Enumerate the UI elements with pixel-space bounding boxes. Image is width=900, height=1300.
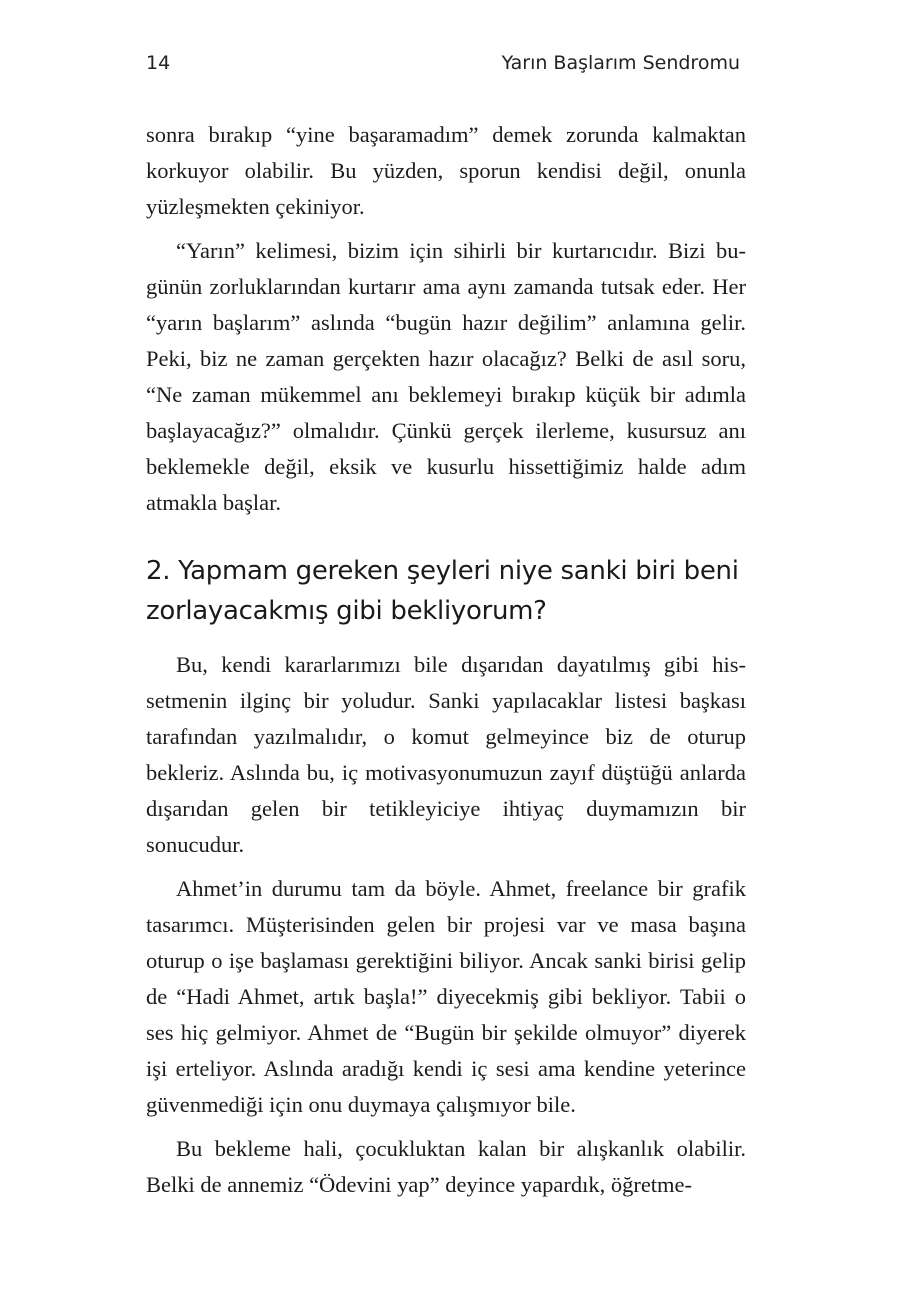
paragraph-bekleme-hali: Bu bekleme hali, çocukluktan kalan bir alışkanlık olabilir. Belki de annemiz “Ödevini yap” deyince yapardık, öğretme-: [146, 1136, 746, 1197]
page-number: 14: [146, 52, 171, 74]
paragraph-ahmet: Ahmet’in durumu tam da böyle. Ahmet, freelance bir grafik tasarımcı. Müşterisinden gelen bir projesi var ve masa başına oturup o işe başlaması gerektiğini biliyor. Ancak sanki birisi gelip de “Hadi Ahmet, artık başla!” diyecekmiş gibi bekliyor. Tabii o ses hiç gelmiyor. Ahmet de “Bugün bir şekilde olmuyor” diyerek işi erteliyor. Aslında aradığı kendi iç sesi ama kendine yeterince güvenmediği için onu duymaya çalışmıyor bile.: [146, 876, 746, 1117]
paragraph-yarin: “Yarın” kelimesi, bizim için sihirli bir kurtarıcıdır. Bizi bugünün zorluklarından kurtarır ama aynı zamanda tutsak eder. Her “yarın başlarım” aslında “bugün hazır değilim” anlamına gelir. Peki, biz ne zaman gerçekten hazır olacağız? Belki de asıl soru, “Ne zaman mükemmel anı beklemeyi bırakıp küçük bir adımla başlayacağız?” olmalıdır. Çünkü gerçek ilerleme, kusursuz anı beklemekle değil, eksik ve kusurlu hissettiğimiz halde adım atmakla başlar.: [146, 238, 746, 515]
body-text: [146, 117, 746, 1211]
running-title: Yarın Başlarım Sendromu: [501, 52, 740, 74]
section-heading: 2. Yapmam gereken şeyleri niye sanki biri beni zorlayacakmış gibi bekliyorum?: [146, 556, 739, 626]
page-header: [146, 52, 740, 82]
paragraph-continued: sonra bırakıp “yine başaramadım” demek zorunda kalmaktan korkuyor olabilir. Bu yüzden, sporun kendisi değil, onunla yüzleşmekten çekiniyor.: [146, 122, 746, 219]
paragraph-dayatilmis: Bu, kendi kararlarımızı bile dışarıdan dayatılmış gibi hissetmenin ilginç bir yoludur. Sanki yapılacaklar listesi başkası tarafından yazılmalıdır, o komut gelmeyince biz de oturup bekleriz. Aslında bu, iç motivasyonumuzun zayıf düştüğü anlarda dışarıdan gelen bir tetikleyiciye ihtiyaç duymamızın bir sonucudur.: [146, 652, 746, 857]
